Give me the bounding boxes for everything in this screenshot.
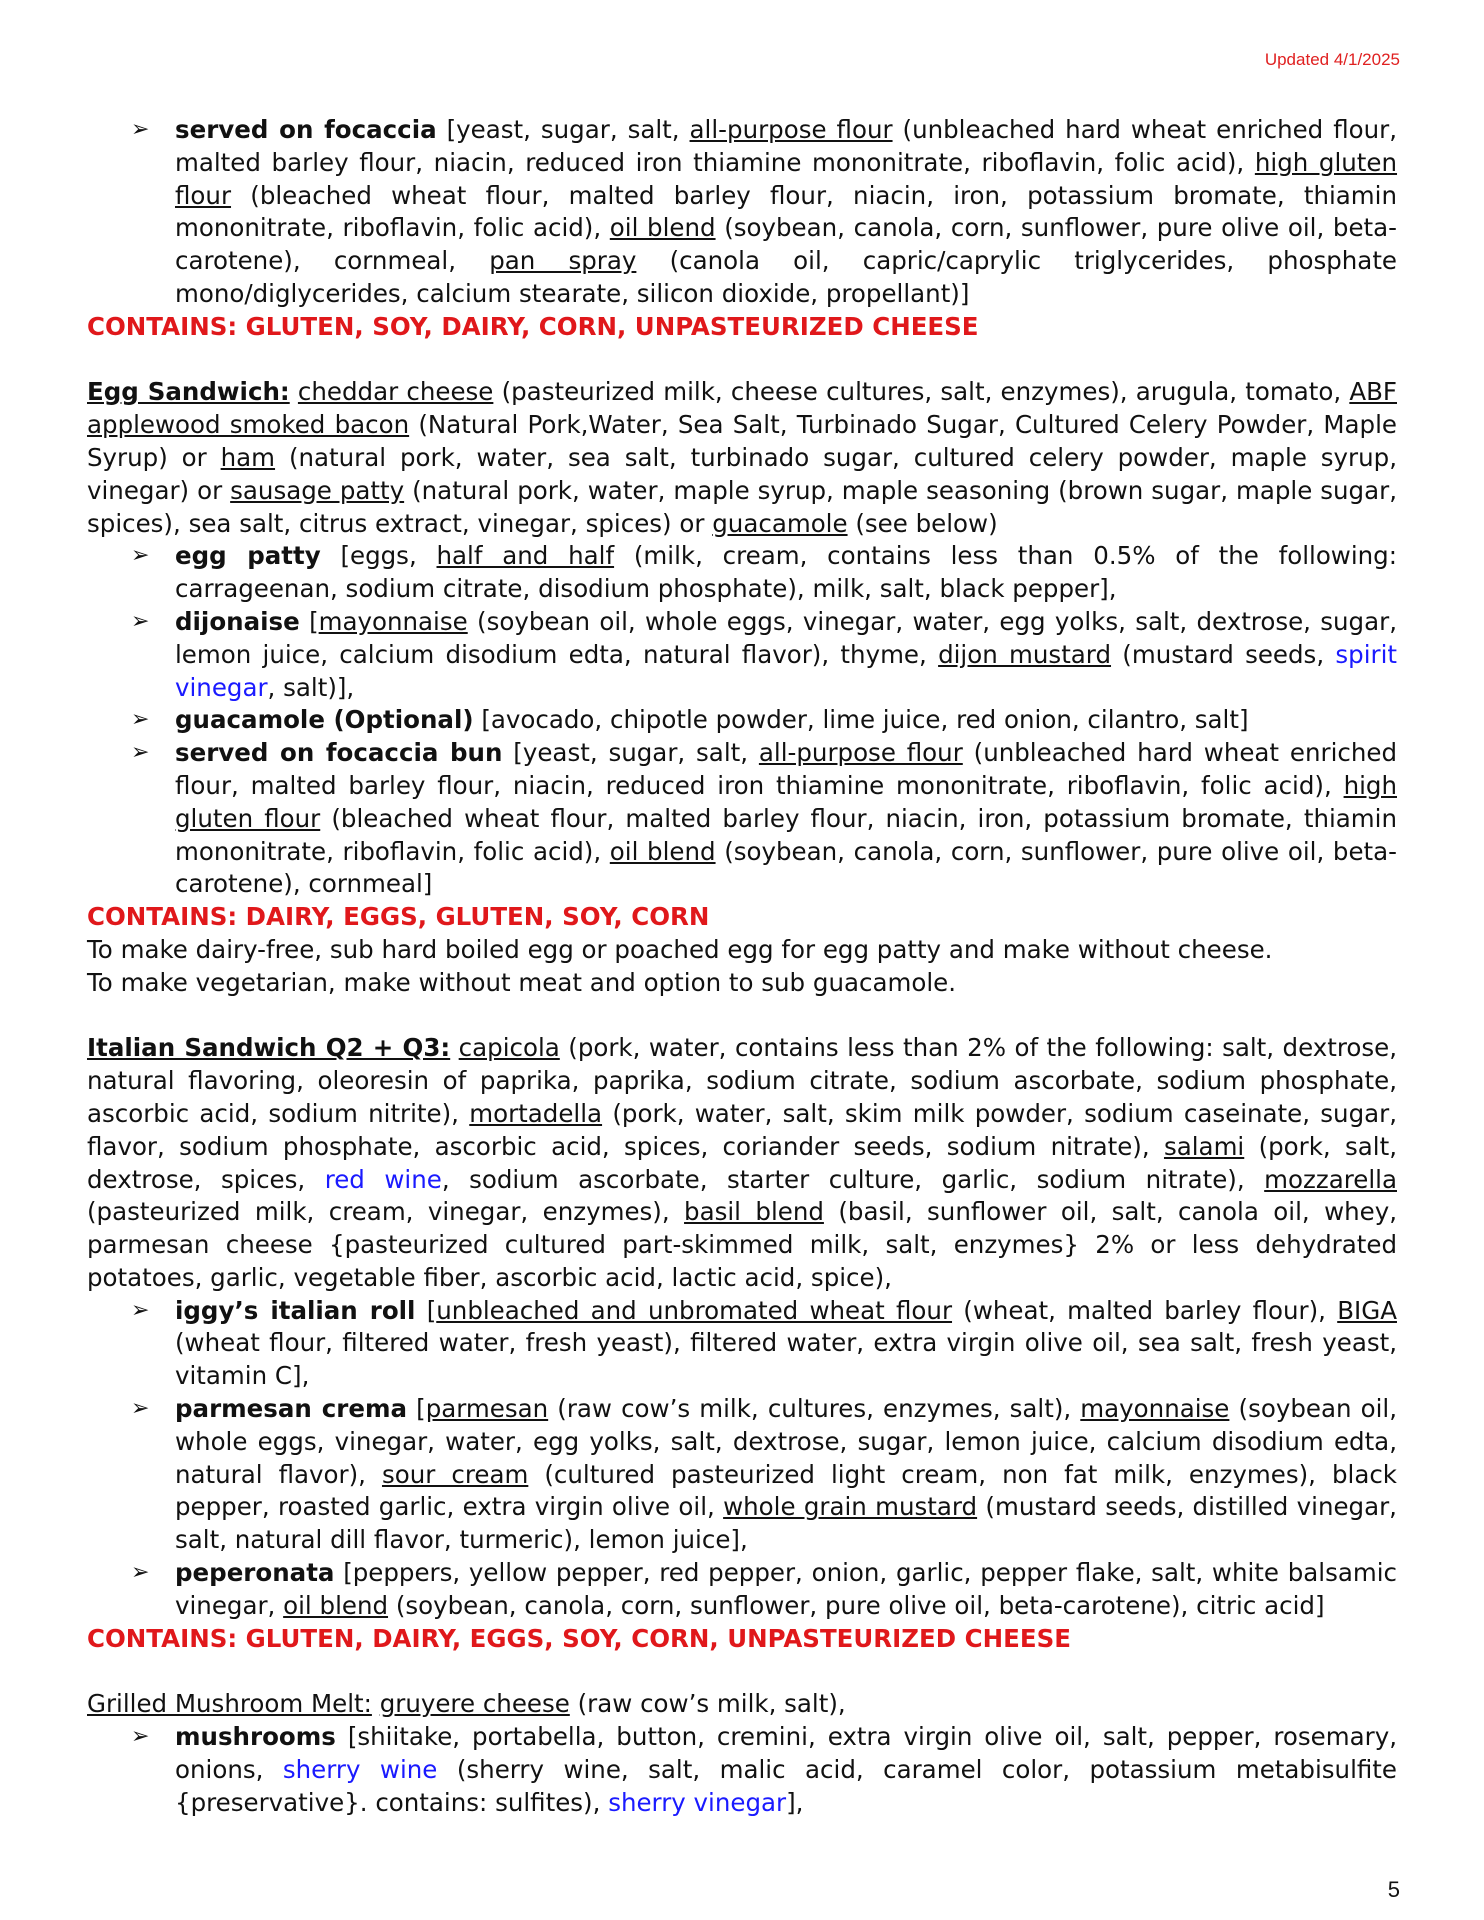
sub-ingredient: oil blend [609, 213, 716, 243]
text: (pasteurized milk, cream, vinegar, enzymes), [87, 1197, 685, 1227]
item-title: peperonata [175, 1558, 335, 1588]
text: [ [415, 1295, 437, 1325]
text: (pork, salt, dextrose, spices, [87, 1131, 1398, 1194]
section-heading: Egg Sandwich: [87, 377, 290, 407]
text: (soybean, canola, corn, sunflower, pure olive oil, beta-carotene), cornmeal] [175, 836, 1397, 899]
arrowhead-bullet-icon: ➢ [131, 1724, 150, 1750]
text [372, 1689, 380, 1718]
text: (unbleached hard wheat enriched flour, malted barley flour, niacin, reduced iron thiamine mononitrate, riboflavin, folic acid), [175, 115, 1398, 177]
bullet-peperonata [87, 1557, 1397, 1623]
arrowhead-bullet-icon: ➢ [131, 1396, 150, 1422]
text: , salt)], [267, 672, 355, 702]
text: (raw cow’s milk, salt), [569, 1689, 846, 1719]
sub-ingredient: guacamole [712, 508, 848, 538]
highlighted-ingredient: red wine [324, 1164, 442, 1194]
text: (pork, water, contains less than 2% of the following: salt, dextrose, natural flavoring, oleoresin of paprika, paprika, sodium citrate, sodium ascorbate, sodium phosphate, ascorbic acid, sodium nitrite), [87, 1033, 1397, 1128]
text: (natural pork, water, maple syrup, maple seasoning (brown sugar, maple sugar, spices), sea salt, citrus extract, vinegar, spices) or [87, 475, 1397, 538]
text: (soybean oil, whole eggs, vinegar, water, egg yolks, salt, dextrose, sugar, lemon juice, calcium disodium edta, natural flavor), thyme, [175, 606, 1397, 669]
sub-ingredient: sour cream [381, 1459, 529, 1489]
text: (unbleached hard wheat enriched flour, malted barley flour, niacin, reduced iron thiamine mononitrate, riboflavin, folic acid), [175, 738, 1398, 800]
menu-ingredients-content [87, 114, 1397, 1819]
dairy-free-note: To make dairy-free, sub hard boiled egg or poached egg for egg patty and make without cheese. [87, 934, 1273, 964]
text: (mustard seeds, distilled vinegar, salt, natural dill flavor, turmeric), lemon juice], [175, 1492, 1397, 1555]
sub-ingredient: sausage patty [230, 475, 405, 505]
arrowhead-bullet-icon: ➢ [131, 740, 150, 766]
bullet-served-on-focaccia [87, 114, 1397, 311]
sub-ingredient: unbleached and unbromated wheat flour [436, 1295, 953, 1325]
text: (bleached wheat flour, malted barley flour, niacin, iron, potassium bromate, thiamin mononitrate, riboflavin, folic acid), [175, 180, 1397, 243]
arrowhead-bullet-icon: ➢ [131, 117, 150, 142]
sub-ingredient: parmesan [425, 1394, 549, 1424]
bullet-italian-roll [87, 1295, 1397, 1393]
text: (wheat flour, filtered water, fresh yeast), filtered water, extra virgin olive oil, sea salt, fresh yeast, vitamin C], [175, 1328, 1397, 1391]
highlighted-ingredient: spirit vinegar [175, 639, 1397, 702]
item-title: egg patty [175, 541, 321, 571]
sub-ingredient: gruyere cheese [379, 1689, 570, 1719]
text: (wheat, malted barley flour), [952, 1295, 1338, 1325]
item-title: served on focaccia bun [175, 738, 503, 768]
text: ], [786, 1787, 804, 1817]
arrowhead-bullet-icon: ➢ [131, 1297, 150, 1323]
italian-sandwich-paragraph [87, 1032, 1397, 1294]
sub-ingredient: high gluten flour [175, 770, 1397, 833]
text: [yeast, sugar, salt, [502, 738, 759, 768]
updated-date: Updated 4/1/2025 [1264, 50, 1400, 69]
bullet-mushrooms [87, 1721, 1397, 1819]
allergen-contains: CONTAINS: DAIRY, EGGS, GLUTEN, SOY, CORN [87, 902, 710, 932]
allergen-contains: CONTAINS: GLUTEN, SOY, DAIRY, CORN, UNPASTEURIZED CHEESE [87, 311, 979, 341]
sub-ingredient: dijon mustard [938, 639, 1112, 669]
text: (canola oil, capric/caprylic triglycerides, phosphate mono/diglycerides, calcium stearate, silicon dioxide, propellant)] [175, 246, 1397, 308]
vegetarian-note: To make vegetarian, make without meat and option to sub guacamole. [87, 967, 956, 997]
sub-ingredient: mozzarella [1264, 1164, 1397, 1194]
bullet-guacamole [87, 704, 1397, 737]
text: [yeast, sugar, salt, [436, 115, 690, 144]
text: (milk, cream, contains less than 0.5% of the following: carrageenan, sodium citrate, disodium phosphate), milk, salt, black pepper], [175, 541, 1397, 604]
highlighted-ingredient: sherry vinegar [608, 1787, 787, 1817]
text: [avocado, chipotle powder, lime juice, red onion, cilantro, salt] [473, 705, 1249, 735]
item-title: parmesan crema [175, 1394, 408, 1424]
text: (soybean, canola, corn, sunflower, pure olive oil, beta-carotene), cornmeal, [175, 213, 1397, 276]
arrowhead-bullet-icon: ➢ [131, 707, 150, 733]
arrowhead-bullet-icon: ➢ [131, 1560, 150, 1586]
text: [peppers, yellow pepper, red pepper, onion, garlic, pepper flake, salt, white balsamic vinegar, [175, 1558, 1397, 1620]
section-heading: Grilled Mushroom Melt: [87, 1689, 372, 1719]
sub-ingredient: ABF applewood smoked bacon [87, 377, 1397, 440]
sub-ingredient: mayonnaise [318, 606, 468, 636]
text: [ [407, 1394, 426, 1424]
sub-ingredient: whole grain mustard [723, 1492, 978, 1522]
item-title: guacamole (Optional) [175, 705, 474, 735]
item-title: iggy’s italian roll [175, 1295, 416, 1325]
text: (basil, sunflower oil, salt, canola oil, whey, parmesan cheese {pasteurized cultured part-skimmed milk, salt, enzymes} 2% or less dehydrated potatoes, garlic, vegetable fiber, ascorbic acid, lactic acid, spice), [87, 1197, 1397, 1292]
egg-sandwich-bullet-list [87, 540, 1397, 901]
sub-ingredient: cheddar cheese [297, 377, 494, 407]
text: (soybean, canola, corn, sunflower, pure olive oil, beta-carotene), citric acid] [388, 1590, 1325, 1620]
sub-ingredient: half and half [436, 541, 615, 571]
page-number: 5 [1387, 1877, 1400, 1902]
text: (cultured pasteurized light cream, non fat milk, enzymes), black pepper, roasted garlic, extra virgin olive oil, [175, 1459, 1397, 1522]
sub-ingredient: BIGA [1337, 1295, 1397, 1325]
sub-ingredient: oil blend [609, 836, 716, 866]
mushroom-melt-bullet-list [87, 1721, 1397, 1819]
allergen-contains: CONTAINS: GLUTEN, DAIRY, EGGS, SOY, CORN, UNPASTEURIZED CHEESE [87, 1623, 1071, 1653]
egg-sandwich-paragraph [87, 376, 1397, 540]
text: , sodium ascorbate, starter culture, garlic, sodium nitrate), [441, 1164, 1265, 1194]
sub-ingredient: capicola [458, 1033, 560, 1063]
item-title: mushrooms [175, 1722, 336, 1752]
text: (pasteurized milk, cheese cultures, salt, enzymes), arugula, tomato, [493, 377, 1350, 407]
sub-ingredient: salami [1163, 1131, 1245, 1161]
bullet-egg-patty [87, 540, 1397, 606]
text: (bleached wheat flour, malted barley flour, niacin, iron, potassium bromate, thiamin mononitrate, riboflavin, folic acid), [175, 803, 1397, 866]
text: (sherry wine, salt, malic acid, caramel color, potassium metabisulfite {preservative}. contains: sulfites), [175, 1754, 1397, 1817]
item-title: dijonaise [175, 606, 300, 636]
bullet-dijonaise [87, 606, 1397, 704]
sub-ingredient: mayonnaise [1080, 1394, 1230, 1424]
text: [ [299, 606, 319, 636]
sub-ingredient: oil blend [283, 1590, 389, 1620]
text: [eggs, [320, 541, 437, 571]
sub-ingredient: mortadella [469, 1098, 603, 1128]
sub-ingredient: all-purpose flour [689, 115, 893, 144]
text: (soybean oil, whole eggs, vinegar, water, egg yolks, salt, dextrose, sugar, lemon juice, calcium disodium edta, natural flavor), [175, 1394, 1398, 1489]
text: (Natural Pork,Water, Sea Salt, Turbinado Sugar, Cultured Celery Powder, Maple Syrup) or [87, 410, 1397, 472]
mushroom-melt-paragraph [87, 1688, 1397, 1721]
text: (pork, water, salt, skim milk powder, sodium caseinate, sugar, flavor, sodium phosphate, ascorbic acid, spices, coriander seeds, sodium nitrate), [87, 1098, 1398, 1161]
highlighted-ingredient: sherry wine [282, 1754, 438, 1784]
text: (see below) [847, 508, 998, 538]
text: [shiitake, portabella, button, cremini, extra virgin olive oil, salt, pepper, rosemary, onions, [175, 1722, 1397, 1784]
item-title: served on focaccia [175, 115, 437, 144]
italian-sandwich-bullet-list [87, 1295, 1397, 1623]
sub-ingredient: pan spray [489, 246, 637, 276]
sub-ingredient: basil blend [684, 1197, 824, 1227]
sub-ingredient: all-purpose flour [758, 738, 963, 768]
text [450, 1033, 458, 1062]
text: (natural pork, water, sea salt, turbinado sugar, cultured celery powder, maple syrup, vinegar) or [87, 442, 1397, 505]
text: (raw cow’s milk, cultures, enzymes, salt), [548, 1394, 1081, 1424]
bullet-focaccia-bun [87, 737, 1397, 901]
sub-ingredient: ham [220, 442, 276, 472]
section-heading: Italian Sandwich Q2 + Q3: [87, 1033, 451, 1063]
focaccia-bullet-list [87, 114, 1397, 311]
bullet-parmesan-crema [87, 1393, 1397, 1557]
arrowhead-bullet-icon: ➢ [131, 543, 150, 569]
text: (mustard seeds, [1111, 639, 1336, 669]
arrowhead-bullet-icon: ➢ [131, 608, 150, 634]
sub-ingredient: high gluten flour [175, 147, 1398, 210]
